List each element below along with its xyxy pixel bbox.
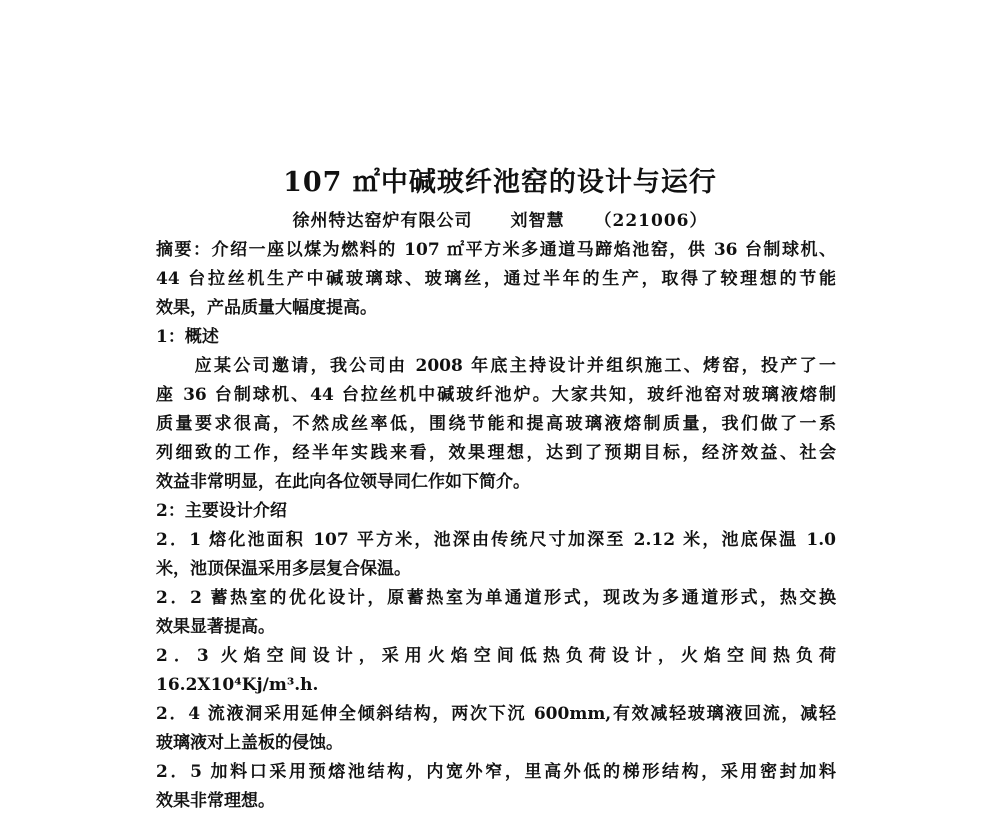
paragraph-line: 2．2 蓄热室的优化设计，原蓄热室为单通道形式，现改为多通道形式，热交换 bbox=[156, 588, 836, 608]
paragraph-line: 座 36 台制球机、44 台拉丝机中碱玻纤池炉。大家共知，玻纤池窑对玻璃液熔制 bbox=[156, 385, 836, 405]
abstract-line: 摘要：介绍一座以煤为燃料的 107 ㎡平方米多通道马蹄焰池窑，供 36 台制球机、 bbox=[156, 240, 836, 260]
paragraph-line: 质量要求很高，不然成丝率低，围绕节能和提高玻璃液熔制质量，我们做了一系 bbox=[156, 414, 836, 434]
author-name: 刘智慧 bbox=[510, 211, 565, 231]
paragraph-line: 效果显著提高。 bbox=[156, 617, 275, 637]
section-heading: 1：概述 bbox=[156, 327, 219, 347]
author-postcode: （221006） bbox=[594, 211, 708, 231]
abstract-line: 44 台拉丝机生产中碱玻璃球、玻璃丝，通过半年的生产，取得了较理想的节能 bbox=[156, 269, 836, 289]
paragraph-line: 效果非常理想。 bbox=[156, 791, 275, 811]
paragraph-line: 米，池顶保温采用多层复合保温。 bbox=[156, 559, 411, 579]
paragraph-line: 2．3 火焰空间设计，采用火焰空间低热负荷设计，火焰空间热负荷 bbox=[156, 646, 836, 666]
paragraph-line: 效益非常明显，在此向各位领导同仁作如下简介。 bbox=[156, 472, 530, 492]
paper-title: 107 ㎡中碱玻纤池窑的设计与运行 bbox=[283, 167, 717, 198]
paragraph-line: 16.2X10⁴Kj/m³.h. bbox=[156, 675, 319, 695]
paragraph-line: 玻璃液对上盖板的侵蚀。 bbox=[156, 733, 343, 753]
section-heading: 2：主要设计介绍 bbox=[156, 501, 287, 521]
paper-body bbox=[156, 236, 836, 816]
paragraph-line: 2．5 加料口采用预熔池结构，内宽外窄，里高外低的梯形结构，采用密封加料 bbox=[156, 762, 836, 782]
paragraph-line: 列细致的工作，经半年实践来看，效果理想，达到了预期目标，经济效益、社会 bbox=[156, 443, 836, 463]
paragraph-line: 2．1 熔化池面积 107 平方米，池深由传统尺寸加深至 2.12 米，池底保温 1.0 bbox=[156, 530, 836, 550]
abstract-line: 效果，产品质量大幅度提高。 bbox=[156, 298, 377, 318]
author-line bbox=[0, 206, 1000, 231]
author-company: 徐州特达窑炉有限公司 bbox=[292, 211, 473, 231]
paragraph-line: 2．4 流液洞采用延伸全倾斜结构，两次下沉 600mm,有效减轻玻璃液回流，减轻 bbox=[156, 704, 836, 724]
paragraph-line: 应某公司邀请，我公司由 2008 年底主持设计并组织施工、烤窑，投产了一 bbox=[156, 356, 836, 376]
